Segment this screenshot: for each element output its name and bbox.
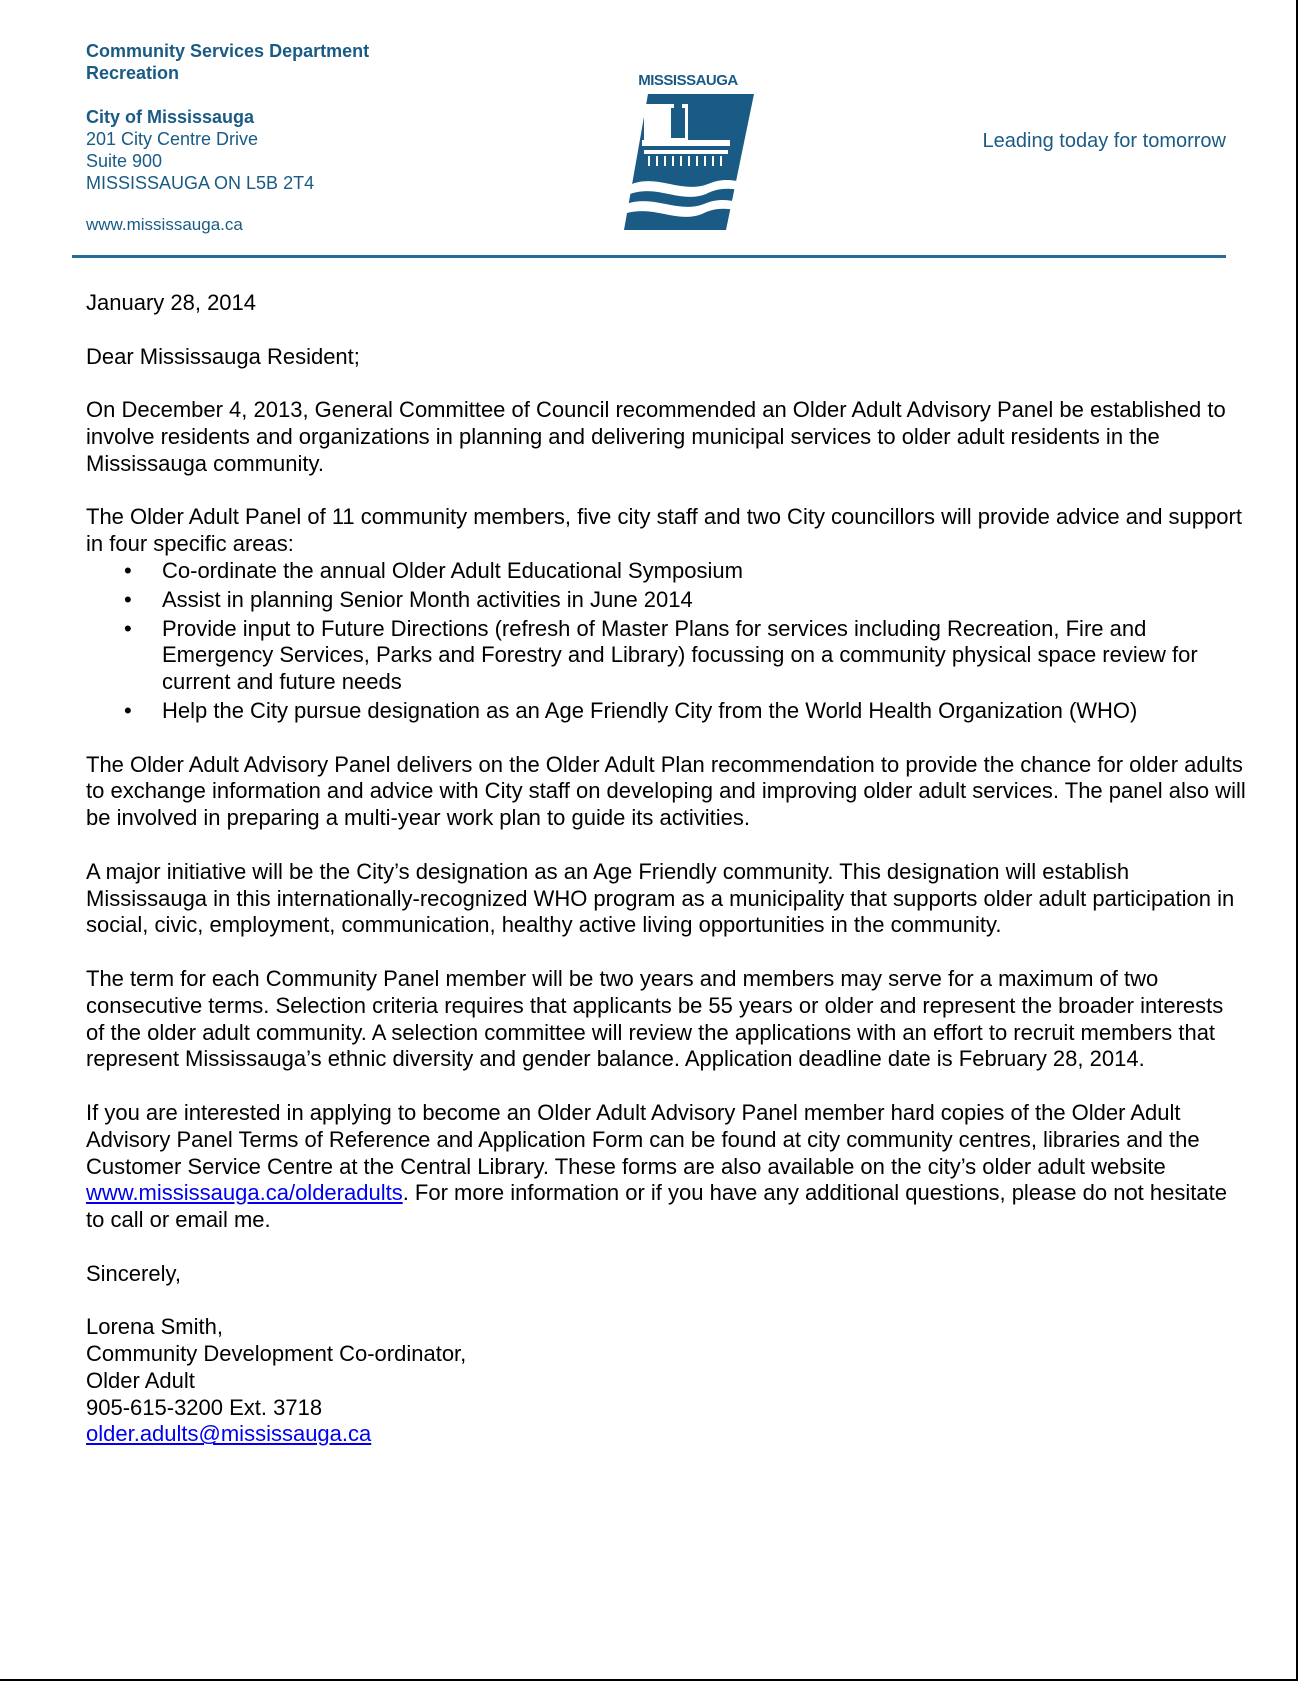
bullet-icon: •: [124, 615, 132, 641]
mississauga-logo: [618, 70, 758, 240]
letterhead: [86, 40, 1226, 250]
list-item: • Assist in planning Senior Month activities in June 2014: [124, 586, 693, 612]
division-name: Recreation: [86, 63, 180, 83]
older-adults-website-link[interactable]: www.mississauga.ca/olderadults: [86, 1180, 403, 1206]
header-divider: [72, 255, 1226, 258]
bullet-icon: •: [124, 586, 132, 612]
website-text: www.mississauga.ca: [86, 215, 243, 234]
salutation: Dear Mississauga Resident;: [86, 343, 360, 369]
paragraph-1: On December 4, 2013, General Committee of Council recommended an Older Adult Advisory Panel be established to involve residents and organizations in planning and delivering municipal services to older adult residents in the Mississauga community.: [86, 397, 1226, 476]
letter-date: January 28, 2014: [86, 290, 257, 315]
list-item: • Provide input to Future Directions (refresh of Master Plans for services including Recreation, Fire and Emergency Services, Parks and Forestry and Library) focussing on a community physical space review for current and future needs: [124, 615, 1198, 695]
logo-wordmark: MISSISSAUGA: [638, 72, 738, 89]
signer-title: Community Development Co-ordinator,: [86, 1341, 467, 1367]
department-name: Community Services Department: [86, 41, 370, 61]
address-line-1: 201 City Centre Drive: [86, 129, 259, 149]
focus-areas-list: [86, 558, 1246, 725]
address-line-2: Suite 900: [86, 151, 163, 171]
tagline: Leading today for tomorrow: [982, 130, 1226, 152]
paragraph-2: The Older Adult Panel of 11 community members, five city staff and two City councillors will provide advice and support in four specific areas:: [86, 504, 1242, 557]
address-line-3: MISSISSAUGA ON L5B 2T4: [86, 173, 315, 193]
bullet-icon: •: [124, 557, 132, 583]
sender-block: [86, 40, 369, 236]
signer-phone: 905-615-3200 Ext. 3718: [86, 1394, 323, 1420]
letter-body: [86, 290, 1246, 1448]
signer-name: Lorena Smith,: [86, 1314, 223, 1340]
paragraph-5: The term for each Community Panel member will be two years and members may serve for a maximum of two consecutive terms. Selection criteria requires that applicants be 55 years or older and represent the broader interests of the older adult community. A selection committee will review the applications with an effort to recruit members that represent Mississauga’s ethnic diversity and gender balance. Application deadline date is February 28, 2014.: [86, 965, 1224, 1072]
paragraph-4: A major initiative will be the City’s designation as an Age Friendly community. This designation will establish Mississauga in this internationally-recognized WHO program as a municipality that supports older adult participation in social, civic, employment, communication, healthy active living opportunities in the community.: [86, 858, 1235, 938]
list-item: • Help the City pursue designation as an Age Friendly City from the World Health Organization (WHO): [124, 697, 1138, 723]
bullet-icon: •: [124, 697, 132, 723]
paragraph-6: If you are interested in applying to become an Older Adult Advisory Panel member hard copies of the Older Adult Advisory Panel Terms of Reference and Application Form can be found at city community centres, libraries and the Customer Service Centre at the Central Library. These forms are also available on the city’s older adult website www.mississauga.ca/olderadults. For more information or if you have any additional questions, please do not hesitate to call or email me.: [86, 1099, 1227, 1233]
signer-unit: Older Adult: [86, 1367, 195, 1393]
city-name: City of Mississauga: [86, 107, 255, 127]
signature-block: [86, 1314, 1246, 1448]
closing: Sincerely,: [86, 1260, 181, 1286]
paragraph-3: The Older Adult Advisory Panel delivers on the Older Adult Plan recommendation to provide the chance for older adults to exchange information and advice with City staff on developing and improving older adult services. The panel also will be involved in preparing a multi-year work plan to guide its activities.: [86, 751, 1246, 831]
logo-graphic: [618, 70, 758, 240]
list-item: • Co-ordinate the annual Older Adult Educational Symposium: [124, 557, 743, 583]
signer-email-link[interactable]: older.adults@mississauga.ca: [86, 1421, 372, 1447]
